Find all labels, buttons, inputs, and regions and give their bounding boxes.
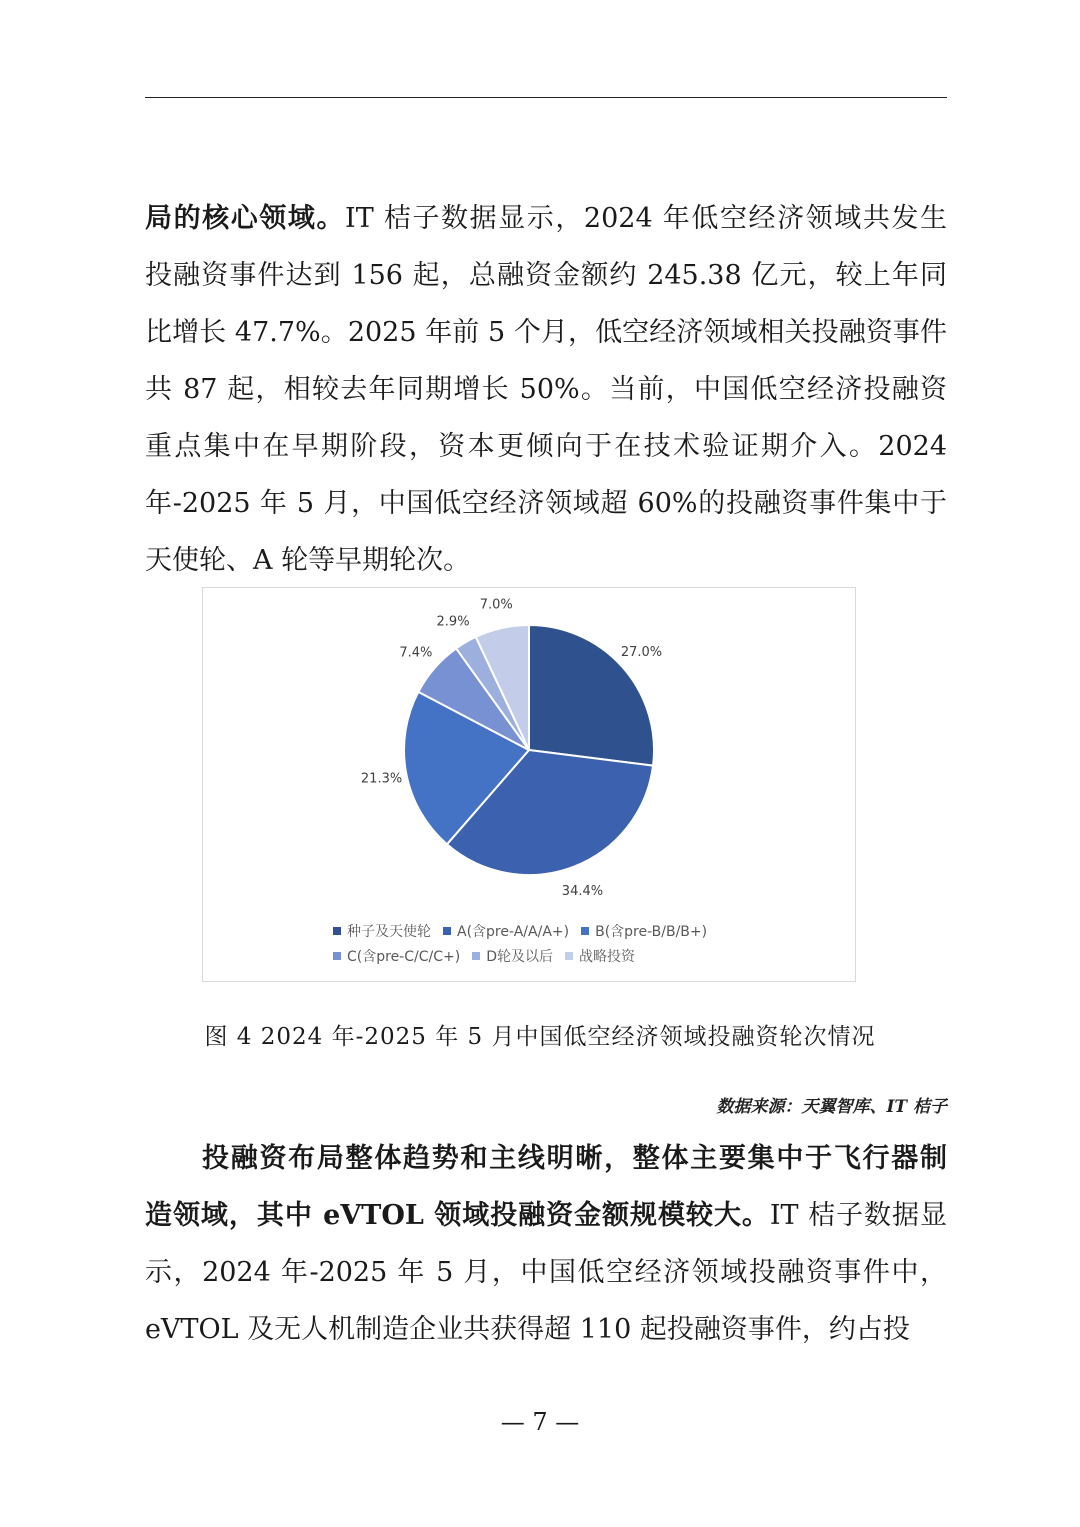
legend-item <box>581 921 707 941</box>
figure-caption: 图 4 2024 年-2025 年 5 月中国低空经济领域投融资轮次情况 <box>204 1024 876 1050</box>
text-line <box>145 1301 947 1358</box>
pie-chart-svg <box>203 588 855 918</box>
text-line <box>145 247 947 304</box>
slice-data-label: 21.3% <box>360 771 403 787</box>
text-line <box>145 1130 947 1187</box>
legend-item <box>333 946 460 966</box>
plain-text: eVTOL 及无人机制造企业共获得超 110 起投融资事件，约占投 <box>145 1314 910 1345</box>
legend-swatch <box>333 952 341 960</box>
legend-label: 战略投资 <box>578 948 635 965</box>
plain-text: 天使轮、A 轮等早期轮次。 <box>145 545 471 576</box>
bold-text: 投融资布局整体趋势和主线明晰，整体主要集中于飞行器制 <box>202 1143 947 1174</box>
plain-text: 示，2024 年-2025 年 5 月，中国低空经济领域投融资事件中， <box>145 1257 947 1288</box>
slice-data-label: 7.0% <box>479 597 513 613</box>
text-line <box>145 1187 947 1244</box>
legend-item <box>443 921 569 941</box>
bold-text: 局的核心领域。 <box>145 203 346 234</box>
plain-text: IT 桔子数据显 <box>769 1200 947 1231</box>
page-number: — 7 — <box>500 1408 580 1436</box>
plain-text: 比增长 47.7%。2025 年前 5 个月，低空经济领域相关投融资事件 <box>145 317 947 348</box>
legend-row <box>333 918 753 943</box>
plain-text: 重点集中在早期阶段，资本更倾向于在技术验证期介入。2024 <box>145 431 947 462</box>
data-source: 数据来源：天翼智库、IT 桔子 <box>716 1097 947 1117</box>
legend-swatch <box>333 927 341 935</box>
slice-data-label: 2.9% <box>436 614 470 630</box>
legend-label: C(含pre-C/C/C+) <box>347 948 461 965</box>
legend-swatch <box>472 952 480 960</box>
legend-row <box>333 943 753 968</box>
text-line <box>145 304 947 361</box>
chart-legend <box>333 918 753 968</box>
bold-text: 造领域，其中 eVTOL 领域投融资金额规模较大。 <box>145 1200 770 1231</box>
plain-text: IT 桔子数据显示，2024 年低空经济领域共发生 <box>345 203 947 234</box>
header-rule <box>145 97 947 98</box>
plain-text: 共 87 起，相较去年同期增长 50%。当前，中国低空经济投融资 <box>145 374 947 405</box>
paragraph-1 <box>145 190 947 589</box>
legend-item <box>472 946 553 966</box>
pie-chart <box>202 587 856 982</box>
text-line <box>145 532 947 589</box>
legend-label: B(含pre-B/B/B+) <box>595 923 708 940</box>
legend-swatch <box>581 927 589 935</box>
text-line <box>145 475 947 532</box>
legend-label: 种子及天使轮 <box>347 923 431 940</box>
plain-text: 投融资事件达到 156 起，总融资金额约 245.38 亿元，较上年同 <box>145 260 947 291</box>
legend-swatch <box>565 952 573 960</box>
slice-data-label: 34.4% <box>561 884 604 900</box>
paragraph-2 <box>145 1130 947 1358</box>
text-line <box>145 190 947 247</box>
text-line <box>145 361 947 418</box>
slice-data-label: 7.4% <box>399 645 433 661</box>
legend-item <box>333 921 431 941</box>
legend-label: D轮及以后 <box>486 948 553 965</box>
legend-label: A(含pre-A/A/A+) <box>457 923 570 940</box>
slice-data-label: 27.0% <box>620 644 663 660</box>
legend-item <box>565 946 635 966</box>
text-line <box>145 418 947 475</box>
legend-swatch <box>443 927 451 935</box>
plain-text: 年-2025 年 5 月，中国低空经济领域超 60%的投融资事件集中于 <box>145 488 947 519</box>
text-line <box>145 1244 947 1301</box>
